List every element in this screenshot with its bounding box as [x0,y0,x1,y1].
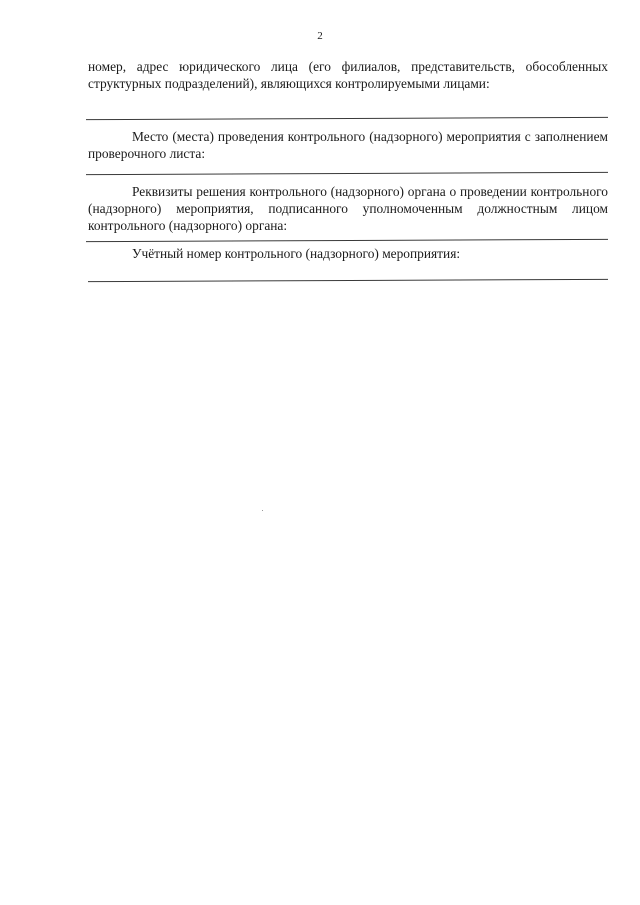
fill-in-line [86,239,608,242]
fill-in-line [88,279,608,282]
scan-speck [262,510,263,511]
paragraph-legal-entity-address: номер, адрес юридического лица (его филиалов, представительств, обособленных структурных подразделений), являющихся контролируемыми лицами: [88,59,608,91]
page-number: 2 [317,30,323,42]
paragraph-registration-number: Учётный номер контрольного (надзорного) мероприятия: [132,246,461,261]
paragraph-place-of-event: Место (места) проведения контрольного (надзорного) мероприятия с заполнением проверочного листа: [88,129,608,161]
fill-in-line [86,172,608,175]
fill-in-line [86,117,608,120]
paragraph-decision-details: Реквизиты решения контрольного (надзорного) органа о проведении контрольного (надзорного) мероприятия, подписанного уполномоченным должностным лицом контрольного (надзорного) органа: [88,184,608,233]
